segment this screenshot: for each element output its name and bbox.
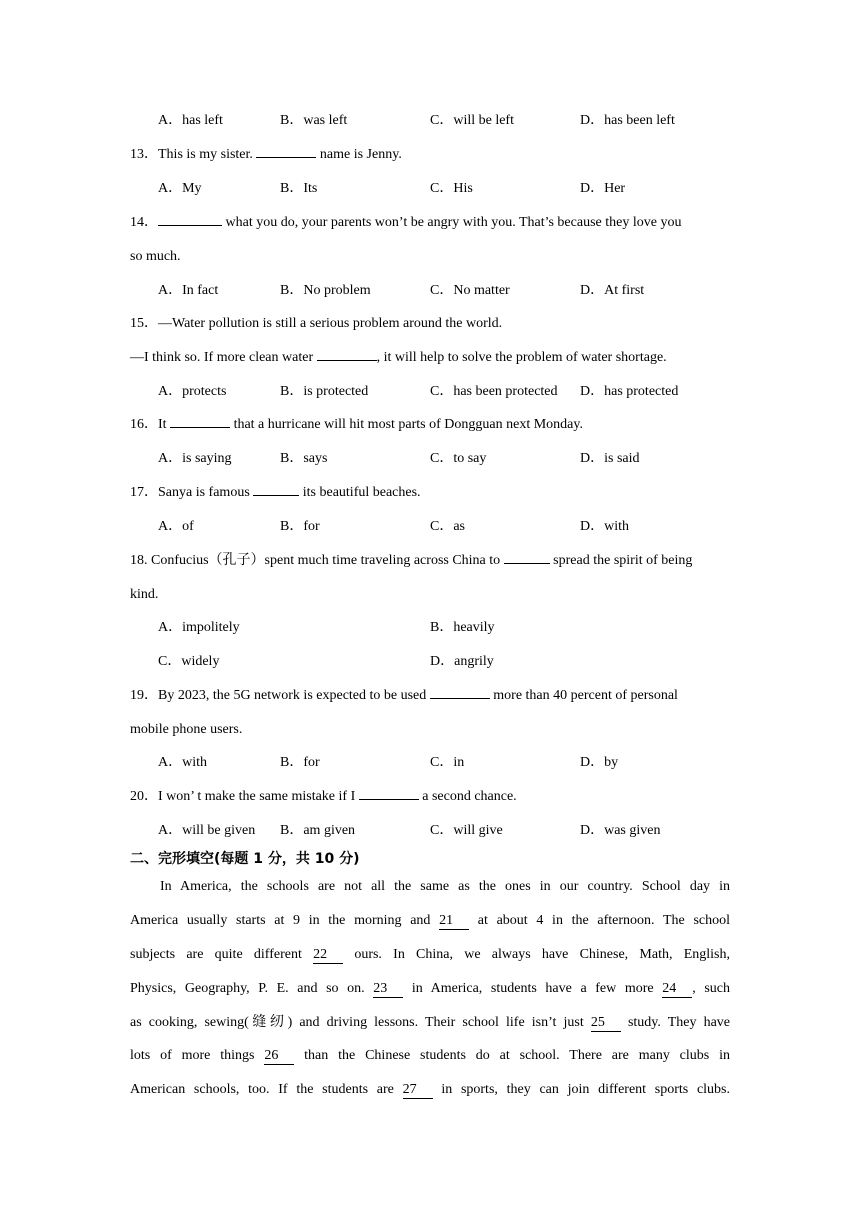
option-d[interactable]: D．At first bbox=[580, 283, 645, 298]
stem-text: a second chance. bbox=[418, 789, 517, 804]
blank-25[interactable]: 25 bbox=[591, 1015, 621, 1032]
option-b[interactable]: B．Its bbox=[280, 181, 318, 196]
option-a[interactable]: A．My bbox=[158, 181, 202, 196]
option-c[interactable]: C．will be left bbox=[430, 113, 514, 128]
option-c[interactable]: C．to say bbox=[430, 451, 487, 466]
passage-text: , such bbox=[692, 981, 731, 996]
passage-line bbox=[130, 1013, 730, 1033]
passage-text: American schools, too. If the students are bbox=[130, 1082, 403, 1097]
stem-text: , it will help to solve the problem of water shortage. bbox=[376, 350, 667, 365]
option-c[interactable]: C．will give bbox=[430, 823, 503, 838]
passage-text: in sports, they can join different sports clubs. bbox=[432, 1082, 730, 1097]
answer-blank bbox=[317, 360, 377, 361]
question-20-stem bbox=[130, 787, 730, 807]
option-b[interactable]: B．is protected bbox=[280, 384, 369, 399]
option-b[interactable]: B．No problem bbox=[280, 283, 371, 298]
option-b[interactable]: B．for bbox=[280, 519, 320, 534]
option-d[interactable]: D．Her bbox=[580, 181, 626, 196]
answer-blank bbox=[359, 799, 419, 800]
option-c[interactable]: C．No matter bbox=[430, 283, 510, 298]
stem-text: —I think so. If more clean water bbox=[130, 350, 317, 365]
option-d[interactable]: D．has protected bbox=[580, 384, 679, 399]
passage-line: In America, the schools are not all the same as the ones in our country. School day in bbox=[160, 879, 730, 894]
answer-blank bbox=[256, 157, 316, 158]
question-18-stem-cont: kind. bbox=[130, 587, 159, 602]
passage-text: in America, students have a few more bbox=[403, 981, 663, 996]
question-14-stem-cont: so much. bbox=[130, 249, 181, 264]
option-a[interactable]: A．protects bbox=[158, 384, 227, 399]
passage-text: subjects are quite different bbox=[130, 947, 314, 962]
passage-line bbox=[130, 911, 730, 931]
passage-line bbox=[130, 1046, 730, 1066]
passage-line bbox=[130, 1080, 730, 1100]
question-19-stem-cont: mobile phone users. bbox=[130, 722, 243, 737]
option-a[interactable]: A．impolitely bbox=[158, 620, 240, 635]
passage-text: as cooking, sewing(缝纫) and driving lessons. Their school life isn’t just bbox=[130, 1015, 591, 1030]
option-c[interactable]: C．in bbox=[430, 755, 465, 770]
option-d[interactable]: D．by bbox=[580, 755, 619, 770]
question-16-stem bbox=[130, 415, 730, 435]
option-d[interactable]: D．is said bbox=[580, 451, 640, 466]
passage-line bbox=[130, 945, 730, 965]
question-19-stem bbox=[130, 686, 730, 706]
question-18-stem bbox=[130, 551, 730, 571]
answer-blank bbox=[504, 563, 550, 564]
option-d[interactable]: D．with bbox=[580, 519, 629, 534]
option-a[interactable]: A．In fact bbox=[158, 283, 219, 298]
option-d[interactable]: D．has been left bbox=[580, 113, 675, 128]
option-c[interactable]: C．has been protected bbox=[430, 384, 558, 399]
answer-blank bbox=[253, 495, 299, 496]
passage-text: America usually starts at 9 in the morning and bbox=[130, 913, 440, 928]
blank-23[interactable]: 23 bbox=[373, 981, 403, 998]
stem-text: 19．By 2023, the 5G network is expected to be used bbox=[130, 688, 430, 703]
stem-text: 16．It bbox=[130, 417, 171, 432]
option-a[interactable]: A．with bbox=[158, 755, 207, 770]
passage-text: at about 4 in the afternoon. The school bbox=[469, 913, 730, 928]
stem-text: spread the spirit of being bbox=[549, 553, 693, 568]
passage-text: Physics, Geography, P. E. and so on. bbox=[130, 981, 374, 996]
option-b[interactable]: B．was left bbox=[280, 113, 348, 128]
stem-text: 13．This is my sister. bbox=[130, 147, 257, 162]
blank-26[interactable]: 26 bbox=[264, 1048, 294, 1065]
option-b[interactable]: B．for bbox=[280, 755, 320, 770]
option-b[interactable]: B．says bbox=[280, 451, 328, 466]
stem-text: that a hurricane will hit most parts of Dongguan next Monday. bbox=[230, 417, 583, 432]
blank-27[interactable]: 27 bbox=[403, 1082, 433, 1099]
option-d[interactable]: D．angrily bbox=[430, 654, 494, 669]
option-a[interactable]: A．will be given bbox=[158, 823, 256, 838]
section-heading: 二、完形填空(每题 1 分，共 10 分) bbox=[130, 851, 360, 867]
option-a[interactable]: A．has left bbox=[158, 113, 223, 128]
stem-text: name is Jenny. bbox=[316, 147, 402, 162]
option-b[interactable]: B．heavily bbox=[430, 620, 495, 635]
stem-text: more than 40 percent of personal bbox=[489, 688, 678, 703]
passage-text: than the Chinese students do at school. There are many clubs in bbox=[294, 1048, 730, 1063]
option-c[interactable]: C．His bbox=[430, 181, 473, 196]
stem-text: 18. Confucius（孔子）spent much time traveling across China to bbox=[130, 553, 504, 568]
answer-blank bbox=[170, 427, 230, 428]
stem-text: 14． bbox=[130, 215, 158, 230]
passage-text: ours. In China, we always have Chinese, Math, English, bbox=[343, 947, 730, 962]
option-c[interactable]: C．widely bbox=[158, 654, 220, 669]
question-14-stem bbox=[130, 213, 730, 233]
option-c[interactable]: C．as bbox=[430, 519, 465, 534]
stem-text: what you do, your parents won’t be angry with you. That’s because they love you bbox=[222, 215, 682, 230]
question-17-stem bbox=[130, 483, 730, 503]
blank-21[interactable]: 21 bbox=[439, 913, 469, 930]
option-b[interactable]: B．am given bbox=[280, 823, 356, 838]
option-a[interactable]: A．is saying bbox=[158, 451, 232, 466]
blank-22[interactable]: 22 bbox=[313, 947, 343, 964]
question-15-dialogue-1: 15．—Water pollution is still a serious problem around the world. bbox=[130, 316, 503, 331]
stem-text: 20．I won’ t make the same mistake if I bbox=[130, 789, 359, 804]
answer-blank bbox=[158, 225, 222, 226]
stem-text: its beautiful beaches. bbox=[299, 485, 421, 500]
question-13-stem bbox=[130, 145, 730, 165]
question-15-dialogue-2 bbox=[130, 348, 730, 368]
blank-24[interactable]: 24 bbox=[662, 981, 692, 998]
option-d[interactable]: D．was given bbox=[580, 823, 661, 838]
stem-text: 17．Sanya is famous bbox=[130, 485, 254, 500]
passage-line bbox=[130, 979, 730, 999]
answer-blank bbox=[430, 698, 490, 699]
passage-text: lots of more things bbox=[130, 1048, 265, 1063]
passage-text: study. They have bbox=[620, 1015, 730, 1030]
option-a[interactable]: A．of bbox=[158, 519, 194, 534]
